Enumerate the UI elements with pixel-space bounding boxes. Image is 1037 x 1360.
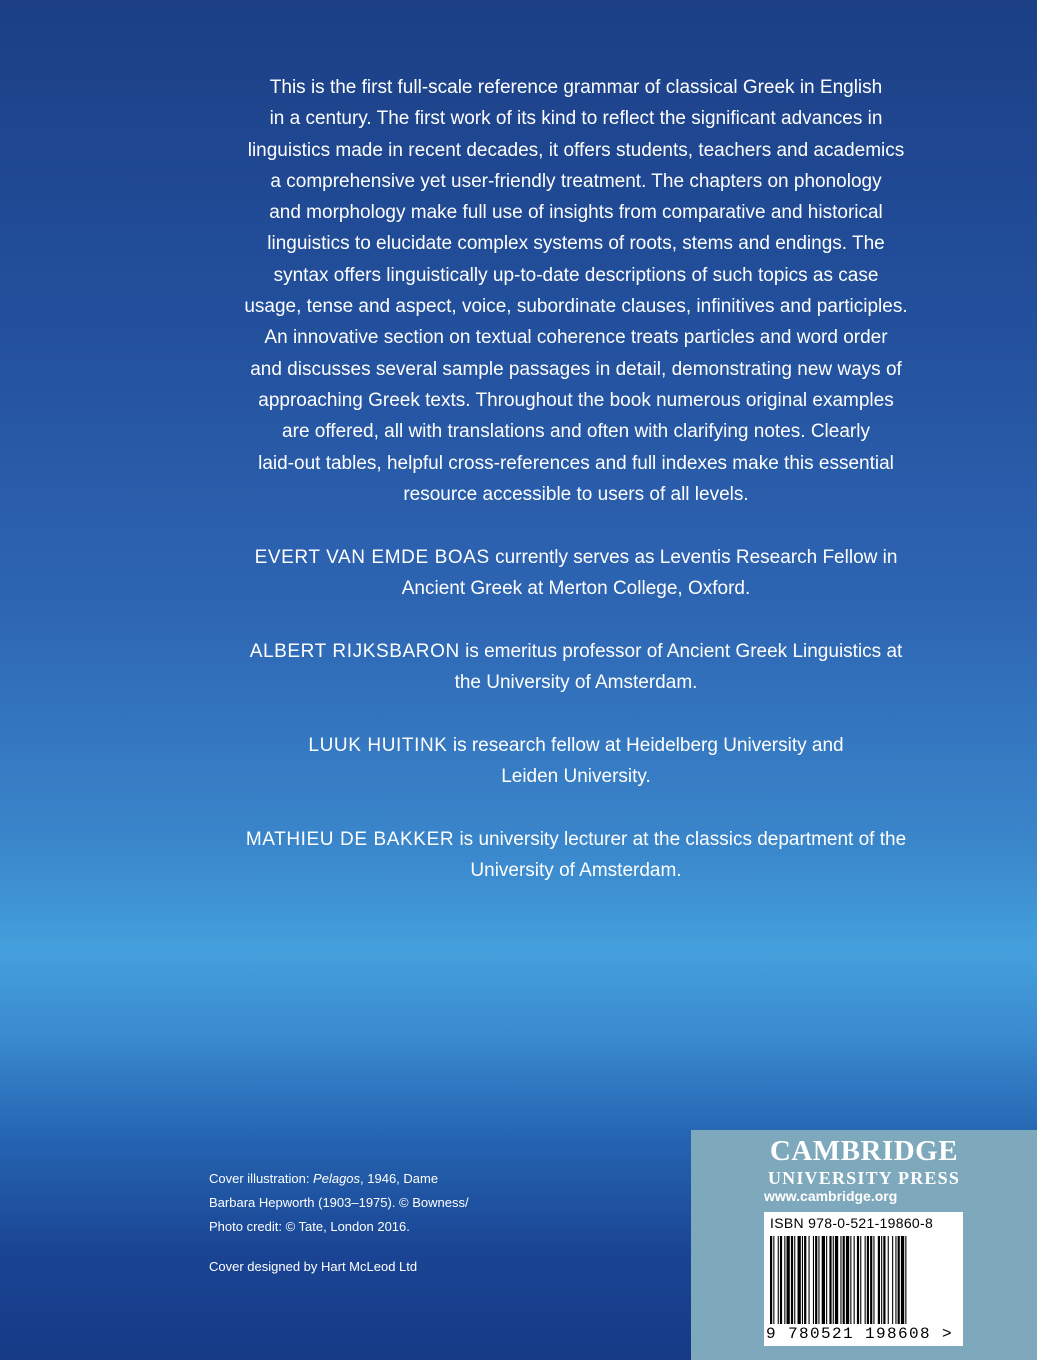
- barcode-bar: [791, 1236, 793, 1324]
- barcode-bar: [787, 1236, 790, 1324]
- designer-credit: Cover designed by Hart McLeod Ltd: [209, 1259, 418, 1274]
- barcode-bar: [833, 1236, 834, 1324]
- description-line: and discusses several sample passages in detail, demonstrating new ways of: [250, 358, 902, 380]
- barcode-bar: [881, 1236, 882, 1324]
- description-line: and morphology make full use of insights from comparative and historical: [269, 202, 883, 224]
- barcode-bar: [784, 1236, 785, 1324]
- barcode-bar: [835, 1236, 838, 1324]
- barcode-bars: [768, 1236, 958, 1326]
- author-bio-text: is research fellow at Heidelberg University and: [447, 735, 844, 756]
- barcode-bar: [873, 1236, 874, 1324]
- description-line: laid-out tables, helpful cross-references and full indexes make this essential: [258, 452, 894, 474]
- cover-credits: [209, 1167, 509, 1279]
- barcode-bar: [843, 1236, 845, 1324]
- description-line: a comprehensive yet user-friendly treatment. The chapters on phonology: [270, 170, 882, 192]
- barcode-bar: [846, 1236, 849, 1324]
- publisher-subname: UNIVERSITY PRESS: [767, 1168, 961, 1188]
- barcode-bar: [804, 1236, 806, 1324]
- barcode-bar: [818, 1236, 819, 1324]
- barcode-bar: [840, 1236, 841, 1324]
- author-name: MATHIEU DE BAKKER: [245, 829, 455, 850]
- publisher-logo: [764, 1134, 964, 1188]
- author-bio-text: Ancient Greek at Merton College, Oxford.: [401, 578, 751, 600]
- barcode-bar: [773, 1236, 774, 1324]
- barcode-bar: [870, 1236, 872, 1324]
- barcode-bar: [770, 1236, 772, 1324]
- description-line: are offered, all with translations and often with clarifying notes. Clearly: [282, 421, 870, 443]
- barcode-bar: [905, 1236, 906, 1324]
- description-line: This is the first full-scale reference grammar of classical Greek in English: [269, 77, 883, 98]
- barcode-bar: [794, 1236, 795, 1324]
- author-bio-de-bakker: [228, 824, 924, 887]
- author-bio-text: is emeritus professor of Ancient Greek Linguistics at: [459, 641, 903, 662]
- description-line: approaching Greek texts. Throughout the book numerous original examples: [258, 389, 894, 411]
- author-name: EVERT VAN EMDE BOAS: [254, 547, 490, 568]
- author-bio-text: currently serves as Leventis Research Fellow in: [489, 547, 898, 568]
- author-bio-van-emde-boas: [228, 542, 924, 605]
- barcode-bar: [892, 1236, 893, 1324]
- barcode-digits: 9 780521 198608 >: [766, 1325, 954, 1343]
- credit-text: Barbara Hepworth (1903–1975). © Bowness/: [209, 1195, 469, 1210]
- author-bio-rijksbaron: [228, 636, 924, 699]
- barcode-bar: [822, 1236, 825, 1324]
- barcode-bar: [865, 1236, 866, 1324]
- book-description: [228, 72, 924, 510]
- barcode-bar: [867, 1236, 869, 1324]
- barcode-bar: [780, 1236, 782, 1324]
- description-line: resource accessible to users of all levels.: [403, 483, 749, 505]
- credit-text: Photo credit: © Tate, London 2016.: [209, 1219, 410, 1234]
- barcode-bar: [778, 1236, 779, 1324]
- credit-label: Cover illustration:: [209, 1171, 314, 1186]
- description-line: usage, tense and aspect, voice, subordinate clauses, infinitives and participles.: [244, 296, 908, 318]
- description-line: An innovative section on textual coherence treats particles and word order: [264, 327, 888, 349]
- barcode-bar: [809, 1236, 810, 1324]
- author-bio-text: is university lecturer at the classics department of the: [454, 829, 907, 850]
- barcode-bar: [802, 1236, 803, 1324]
- barcode-bar: [798, 1236, 801, 1324]
- barcode-bar: [850, 1236, 851, 1324]
- description-line: linguistics made in recent decades, it offers students, teachers and academics: [247, 139, 905, 161]
- isbn-barcode: [764, 1212, 963, 1346]
- barcode-bar: [898, 1236, 900, 1324]
- barcode-bar: [888, 1236, 889, 1324]
- author-name: LUUK HUITINK: [308, 735, 448, 756]
- publisher-name: CAMBRIDGE: [769, 1135, 959, 1167]
- author-name: ALBERT RIJKSBARON: [249, 641, 460, 662]
- publisher-url: www.cambridge.org: [764, 1188, 898, 1204]
- barcode-bar: [815, 1236, 817, 1324]
- publisher-box: [691, 1130, 1037, 1360]
- author-bio-text: University of Amsterdam.: [470, 860, 682, 882]
- credit-text: , 1946, Dame: [360, 1171, 439, 1186]
- barcode-bar: [826, 1236, 827, 1324]
- author-bio-text: the University of Amsterdam.: [454, 672, 698, 694]
- description-line: syntax offers linguistically up-to-date descriptions of such topics as case: [273, 264, 879, 286]
- barcode-bar: [883, 1236, 885, 1324]
- barcode-bar: [895, 1236, 896, 1324]
- isbn-number: ISBN 978-0-521-19860-8: [770, 1215, 934, 1231]
- author-bio-huitink: [228, 730, 924, 793]
- barcode-bar: [901, 1236, 904, 1324]
- barcode-bar: [854, 1236, 855, 1324]
- barcode-bar: [813, 1236, 814, 1324]
- barcode-bar: [878, 1236, 880, 1324]
- barcode-bar: [857, 1236, 859, 1324]
- author-bio-text: Leiden University.: [501, 766, 651, 788]
- artwork-title: Pelagos: [313, 1171, 361, 1186]
- description-line: linguistics to elucidate complex systems of roots, stems and endings. The: [267, 233, 885, 255]
- barcode-bar: [829, 1236, 831, 1324]
- description-line: in a century. The first work of its kind to reflect the significant advances in: [269, 108, 883, 130]
- barcode-bar: [860, 1236, 861, 1324]
